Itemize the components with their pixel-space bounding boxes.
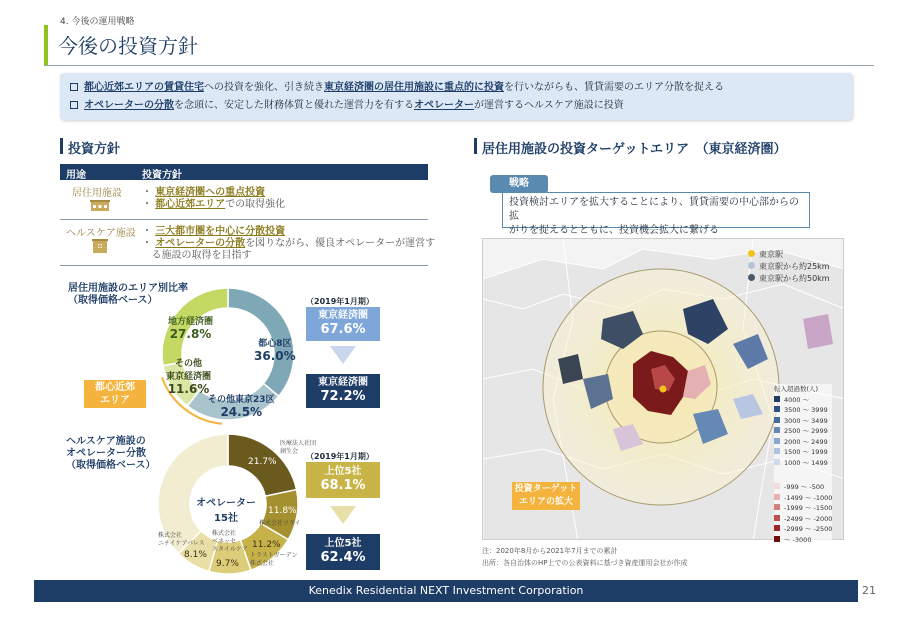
legend-dot-icon [748,274,755,281]
value-trust: 11.2% [252,540,281,550]
scale-item [774,514,832,525]
scale-swatch-icon [774,494,780,500]
area-chart-subtitle: （取得価格ベース） [68,295,158,306]
scale-swatch-icon [774,504,780,510]
label-trust [250,552,298,568]
slice-value: 24.5% [220,405,263,419]
operator-name: 株式会社 [212,530,237,537]
scale-swatch-icon [774,396,780,402]
scale-item [774,437,832,448]
suburb-label: エリア [100,395,130,406]
table-divider [60,265,428,266]
residential-label: 居住用施設 [72,188,122,199]
table-divider [60,219,428,220]
summary-emphasis: 東京経済圏の居住用施設に重点的に投資 [324,82,504,93]
suburb-area-box [84,380,146,408]
scale-item [774,447,832,458]
legend-item [748,273,830,285]
scale-swatch-icon [774,438,780,444]
tokyo-ratio-box-after [306,374,380,408]
center-text: 15社 [214,513,238,524]
legend-label: 東京駅 [759,250,783,259]
legend-label: 東京駅から約50km [759,274,830,283]
left-heading: 投資方針 [68,142,121,157]
operator-chart-title [66,436,156,472]
top5-label: 上位5社 [324,466,362,477]
top5-value: 62.4% [320,550,366,565]
slice-value: 36.0% [254,349,296,363]
residential-policy: ・ 東京経済圏への重点投資 ・ 都心近郊エリアでの取得強化 [142,187,286,210]
slice-label-regional [168,314,213,341]
tokyo-label: 東京経済圏 [318,310,368,321]
top5-value: 68.1% [320,478,366,493]
policy-emphasis: オペレーターの分散 [155,238,246,249]
scale-label: 2000 ～ 2499 [784,437,828,446]
scale-swatch-icon [774,406,780,412]
summary-line-1 [70,79,842,97]
strategy-tag: 戦略 [490,175,548,193]
scale-item [774,482,832,493]
summary-box [60,73,852,120]
operator-name: 創生会 [280,448,299,455]
scale-label: 3000 ～ 3499 [784,416,828,425]
down-arrow-icon [330,346,356,366]
summary-text: への投資を強化、引き続き [204,82,324,93]
page-title: 今後の投資方針 [58,34,198,58]
value-sousei: 21.7% [248,457,277,467]
scale-swatch-icon [774,525,780,531]
operator-name: ニチイケアパレス [158,540,205,547]
summary-text: が運営するヘルスケア施設に投資 [474,100,624,111]
slice-name: その他 [175,359,203,369]
slice-value: 11.6% [167,382,210,396]
footer-bar: Kenedix Residential NEXT Investment Corporation [34,580,858,602]
value-benesse: 9.7% [216,559,239,569]
scale-label: -999 ～ -500 [784,483,825,491]
col-policy: 投資方針 [142,170,182,181]
scale-swatch-icon [774,483,780,489]
section-label: 4. 今後の運用戦略 [60,17,135,27]
operator-chart-title-line: ヘルスケア施設の [66,436,146,447]
target-label: 投資ターゲット [514,484,578,494]
top5-box-before [306,462,380,498]
title-rule [44,65,874,66]
summary-line-2 [70,97,842,115]
policy-point: 東京経済圏への重点投資 [155,187,266,198]
policy-text: での取得強化 [225,199,286,210]
scale-label: 1000 ～ 1499 [784,458,828,467]
legend-label: 東京駅から約25km [759,262,830,271]
scale-item [774,503,832,514]
title-accent-bar [44,25,48,65]
top5-box-after [306,534,380,570]
target-expansion-box [512,482,580,510]
slice-name: 都心8区 [258,339,292,349]
label-tsukui: 株式会社ツクイ [259,520,301,527]
slice-name: その他東京23区 [208,395,275,405]
scale-label: -2499 ～ -2000 [784,514,833,523]
summary-text: を行いながらも、賃貸需要のエリア分散を捉える [504,82,724,93]
scale-label: ～ -3000 [784,535,812,544]
policy-table-header [60,164,428,180]
checkbox-square-icon [70,83,78,91]
area-chart-title-line: 居住用施設のエリア別比率 [68,283,188,294]
area-period: （2019年1月期） [306,297,374,306]
policy-text: る施設の取得を目指す [151,250,252,261]
scale-label: 2500 ～ 2999 [784,427,828,435]
legend-dot-icon [748,250,755,257]
value-tsukui: 11.8% [268,506,297,516]
summary-emphasis: 都心近郊エリアの賃貸住宅 [84,82,204,93]
heading-bar [474,138,477,154]
operator-name: 医療法人社団 [280,440,317,447]
summary-emphasis: オペレーター [414,100,474,111]
page-number: 21 [862,584,876,597]
scale-swatch-icon [774,417,780,423]
tokyo-value: 67.6% [320,322,366,337]
scale-swatch-icon [774,515,780,521]
scale-title: 転入超過数(人) [774,385,819,393]
policy-text: を図りながら、優良オペレーターが運営す [245,238,436,249]
operator-center-label [196,494,256,524]
strategy-text: 投資検討エリアを拡大することにより、賃貸需要の中心部からの拡 [509,197,799,222]
note-source: 出所：各自治体のHP上での公表資料に基づき資産運用会社が作成 [482,559,688,567]
scale-item [774,524,832,535]
center-text: オペレーター [196,498,256,509]
scale-label: 4000 ～ [784,395,810,404]
scale-item [774,416,832,427]
policy-point: 三大都市圏を中心に分散投資 [155,226,286,237]
slice-label-other-tokyo-econ [166,356,211,396]
scale-swatch-icon [774,536,780,542]
scale-label: 3500 ～ 3999 [784,406,828,414]
heading-bar [60,138,63,154]
scale-item [774,535,832,546]
operator-name: スタイルケア [212,546,248,553]
suburb-label: 都心近郊 [95,382,135,393]
operator-name: ベネッセ [212,538,237,545]
scale-item [774,493,832,504]
slice-name: 地方経済圏 [168,317,214,327]
label-benesse [212,530,248,554]
slice-label-central8 [254,336,296,363]
scale-label: -1499 ～ -1000 [784,493,833,502]
healthcare-building-icon [92,238,108,254]
scale-swatch-icon [774,448,780,454]
map-legend [748,249,830,285]
down-arrow-icon [330,506,356,526]
healthcare-label: ヘルスケア施設 [66,228,136,239]
scale-label: -1999 ～ -1500 [784,504,833,512]
scale-swatch-icon [774,427,780,433]
scale-gap [774,468,832,482]
target-label: エリアの拡大 [518,497,573,507]
operator-name: トラストガーデン [250,552,298,559]
col-use: 用途 [66,170,86,181]
value-nichii: 8.1% [184,550,207,560]
scale-item [774,458,832,469]
label-nichii [158,532,205,548]
tokyo-label: 東京経済圏 [318,377,368,388]
scale-item [774,426,832,437]
legend-dot-icon [748,262,755,269]
note-period: 注：2020年8月から2021年7月までの累計 [482,547,618,555]
summary-text: を念頭に、安定した財務体質と優れた運営力を有する [174,100,414,111]
scale-swatch-icon [774,459,780,465]
summary-emphasis: オペレーターの分散 [84,100,174,111]
migration-scale-legend [774,384,832,545]
scale-label: -2999 ～ -2500 [784,525,833,533]
scale-item [774,405,832,416]
scale-label: 1500 ～ 1999 [784,448,828,456]
slice-name: 東京経済圏 [166,372,212,382]
operator-period: （2019年1月期） [306,452,374,461]
right-heading: 居住用施設の投資ターゲットエリア （東京経済圏） [482,142,787,157]
legend-item [748,249,830,261]
scale-item [774,395,832,406]
house-icon [90,198,110,212]
operator-chart-subtitle: （取得価格ベース） [66,460,156,471]
tokyo-ratio-box-before [306,307,380,341]
policy-emphasis: 都心近郊エリア [155,199,226,210]
healthcare-policy: ・ 三大都市圏を中心に分散投資 ・ オペレーターの分散を図りながら、優良オペレーターが運営す る施設の取得を目指す [142,226,436,261]
operator-name: 株式会社 [158,532,183,539]
strategy-box [502,192,810,236]
tokyo-value: 72.2% [320,389,366,404]
checkbox-square-icon [70,101,78,109]
legend-item [748,261,830,273]
top5-label: 上位5社 [324,538,362,549]
operator-name: 株式会社 [250,560,275,567]
operator-chart-title-line: オペレーター分散 [66,448,146,459]
slice-label-other23 [208,392,275,419]
strategy-text: がりを捉えるとともに、投資機会拡大に繋げる [509,225,719,236]
slice-value: 27.8% [169,327,212,341]
